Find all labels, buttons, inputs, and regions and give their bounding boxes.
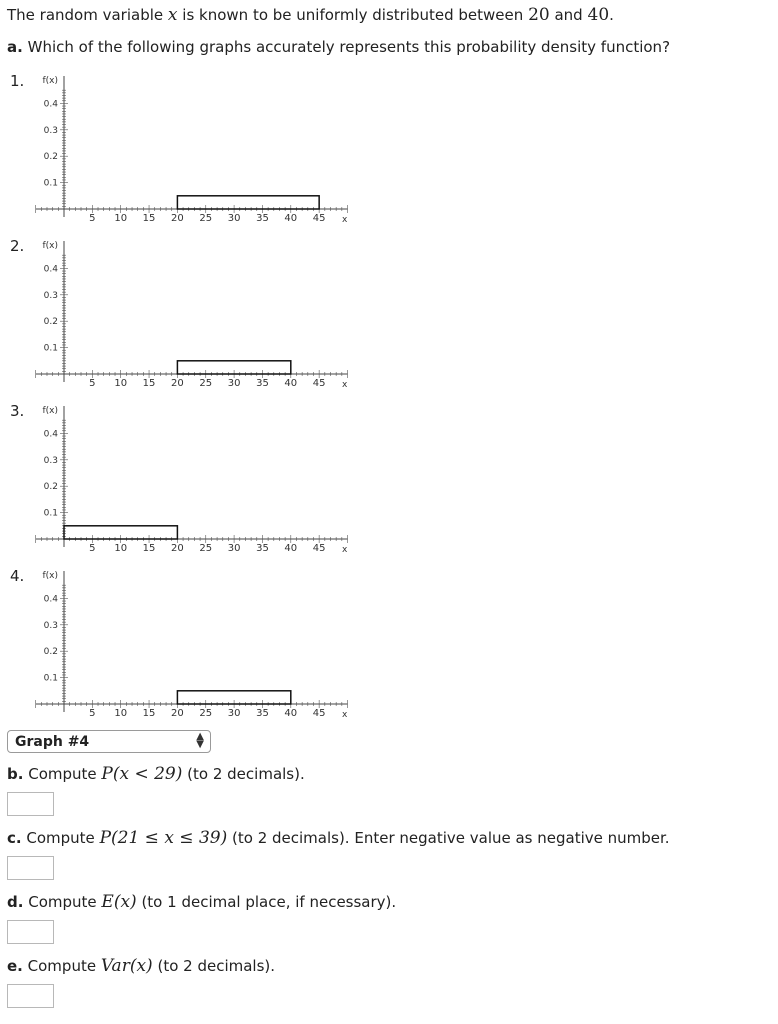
x-tick-label: 5 [89, 543, 96, 554]
y-axis-label: f(x) [42, 241, 58, 251]
y-tick-label: 0.4 [43, 99, 58, 110]
y-tick-label: 0.2 [43, 482, 58, 493]
question-intro [7, 5, 614, 25]
y-tick-label: 0.3 [43, 290, 58, 301]
graph-2 [30, 233, 360, 393]
x-tick-label: 10 [114, 378, 128, 389]
part-b-math: P(x < 29) [101, 764, 183, 784]
y-tick-label: 0.4 [43, 429, 58, 440]
y-tick-label: 0.3 [43, 455, 58, 466]
graph-2-number: 2. [10, 237, 25, 255]
y-tick-label: 0.3 [43, 620, 58, 631]
x-tick-label: 45 [312, 543, 326, 554]
x-axis-label: x [342, 710, 348, 720]
part-b-label: b. [7, 765, 24, 783]
x-tick-label: 30 [227, 708, 241, 719]
y-tick-label: 0.2 [43, 647, 58, 658]
y-tick-label: 0.4 [43, 264, 58, 275]
x-tick-label: 35 [256, 378, 269, 389]
part-d-math: E(x) [101, 892, 137, 912]
x-tick-label: 25 [199, 378, 213, 389]
x-tick-label: 40 [284, 378, 298, 389]
x-axis-label: x [342, 545, 348, 555]
intro-text: The random variable [7, 6, 164, 24]
y-axis-label: f(x) [42, 406, 58, 416]
part-d-answer-input[interactable] [7, 920, 54, 944]
part-d-before: Compute [28, 893, 97, 911]
part-c-answer-input[interactable] [7, 856, 54, 880]
x-tick-label: 45 [312, 378, 326, 389]
density-rect [177, 196, 319, 209]
y-tick-label: 0.1 [43, 508, 58, 519]
intro-period: . [609, 6, 614, 24]
upper-bound: 40 [587, 5, 610, 25]
x-tick-label: 40 [284, 213, 298, 224]
y-tick-label: 0.3 [43, 125, 58, 136]
graph-4-number: 4. [10, 567, 25, 585]
y-tick-label: 0.1 [43, 673, 58, 684]
y-axis-label: f(x) [42, 571, 58, 581]
x-tick-label: 20 [171, 378, 184, 389]
x-tick-label: 20 [171, 708, 184, 719]
graph-answer-select[interactable] [7, 730, 211, 753]
x-tick-label: 25 [199, 708, 213, 719]
part-e-math: Var(x) [100, 956, 153, 976]
x-tick-label: 30 [227, 543, 241, 554]
x-tick-label: 15 [142, 543, 156, 554]
x-tick-label: 35 [256, 708, 269, 719]
part-b-before: Compute [28, 765, 97, 783]
y-tick-label: 0.1 [43, 343, 58, 354]
intro-variable: x [167, 5, 178, 25]
x-tick-label: 5 [89, 213, 96, 224]
x-axis-label: x [342, 380, 348, 390]
part-e-answer-input[interactable] [7, 984, 54, 1008]
x-tick-label: 10 [114, 543, 128, 554]
part-d-question [7, 892, 396, 912]
x-tick-label: 5 [89, 378, 96, 389]
part-d-label: d. [7, 893, 24, 911]
part-c-before: Compute [26, 829, 95, 847]
x-tick-label: 10 [114, 213, 128, 224]
part-a-question [7, 38, 670, 56]
lower-bound: 20 [528, 5, 550, 25]
graph-1-number: 1. [10, 72, 25, 90]
part-e-before: Compute [27, 957, 97, 975]
part-a-text: Which of the following graphs accurately represents this probability density function? [27, 38, 671, 56]
x-tick-label: 40 [284, 543, 298, 554]
x-tick-label: 30 [227, 213, 241, 224]
x-tick-label: 35 [256, 543, 269, 554]
x-tick-label: 10 [114, 708, 128, 719]
part-b-answer-input[interactable] [7, 792, 54, 816]
intro-text-middle: is known to be uniformly distributed between [182, 6, 524, 24]
x-tick-label: 45 [312, 213, 326, 224]
x-tick-label: 15 [142, 378, 156, 389]
part-c-math: P(21 ≤ x ≤ 39) [99, 828, 228, 848]
part-e-question [7, 956, 275, 976]
part-b-after: (to 2 decimals). [187, 765, 305, 783]
y-tick-label: 0.2 [43, 317, 58, 328]
part-c-label: c. [7, 829, 22, 847]
graph-3 [30, 398, 360, 558]
select-arrows-icon: ▲ ▼ [196, 731, 204, 750]
part-c-after: (to 2 decimals). Enter negative value as negative number. [232, 829, 670, 847]
part-d-after: (to 1 decimal place, if necessary). [141, 893, 397, 911]
graph-1 [30, 68, 360, 228]
x-tick-label: 35 [256, 213, 269, 224]
x-tick-label: 25 [199, 213, 213, 224]
x-axis-label: x [342, 215, 348, 225]
part-c-question [7, 828, 670, 848]
part-a-label: a. [7, 38, 23, 56]
part-b-question [7, 764, 305, 784]
x-tick-label: 5 [89, 708, 96, 719]
x-tick-label: 30 [227, 378, 241, 389]
y-tick-label: 0.4 [43, 594, 58, 605]
part-e-after: (to 2 decimals). [157, 957, 276, 975]
y-tick-label: 0.1 [43, 178, 58, 189]
x-tick-label: 25 [199, 543, 213, 554]
x-tick-label: 15 [142, 708, 156, 719]
graph-answer-value: Graph #4 [15, 734, 90, 750]
y-axis-label: f(x) [42, 76, 58, 86]
y-tick-label: 0.2 [43, 152, 58, 163]
graph-4 [30, 563, 360, 723]
x-tick-label: 20 [171, 213, 184, 224]
x-tick-label: 40 [284, 708, 298, 719]
x-tick-label: 20 [171, 543, 184, 554]
x-tick-label: 45 [312, 708, 326, 719]
x-tick-label: 15 [142, 213, 156, 224]
graph-3-number: 3. [10, 402, 25, 420]
part-e-label: e. [7, 957, 23, 975]
and-word: and [554, 6, 583, 24]
